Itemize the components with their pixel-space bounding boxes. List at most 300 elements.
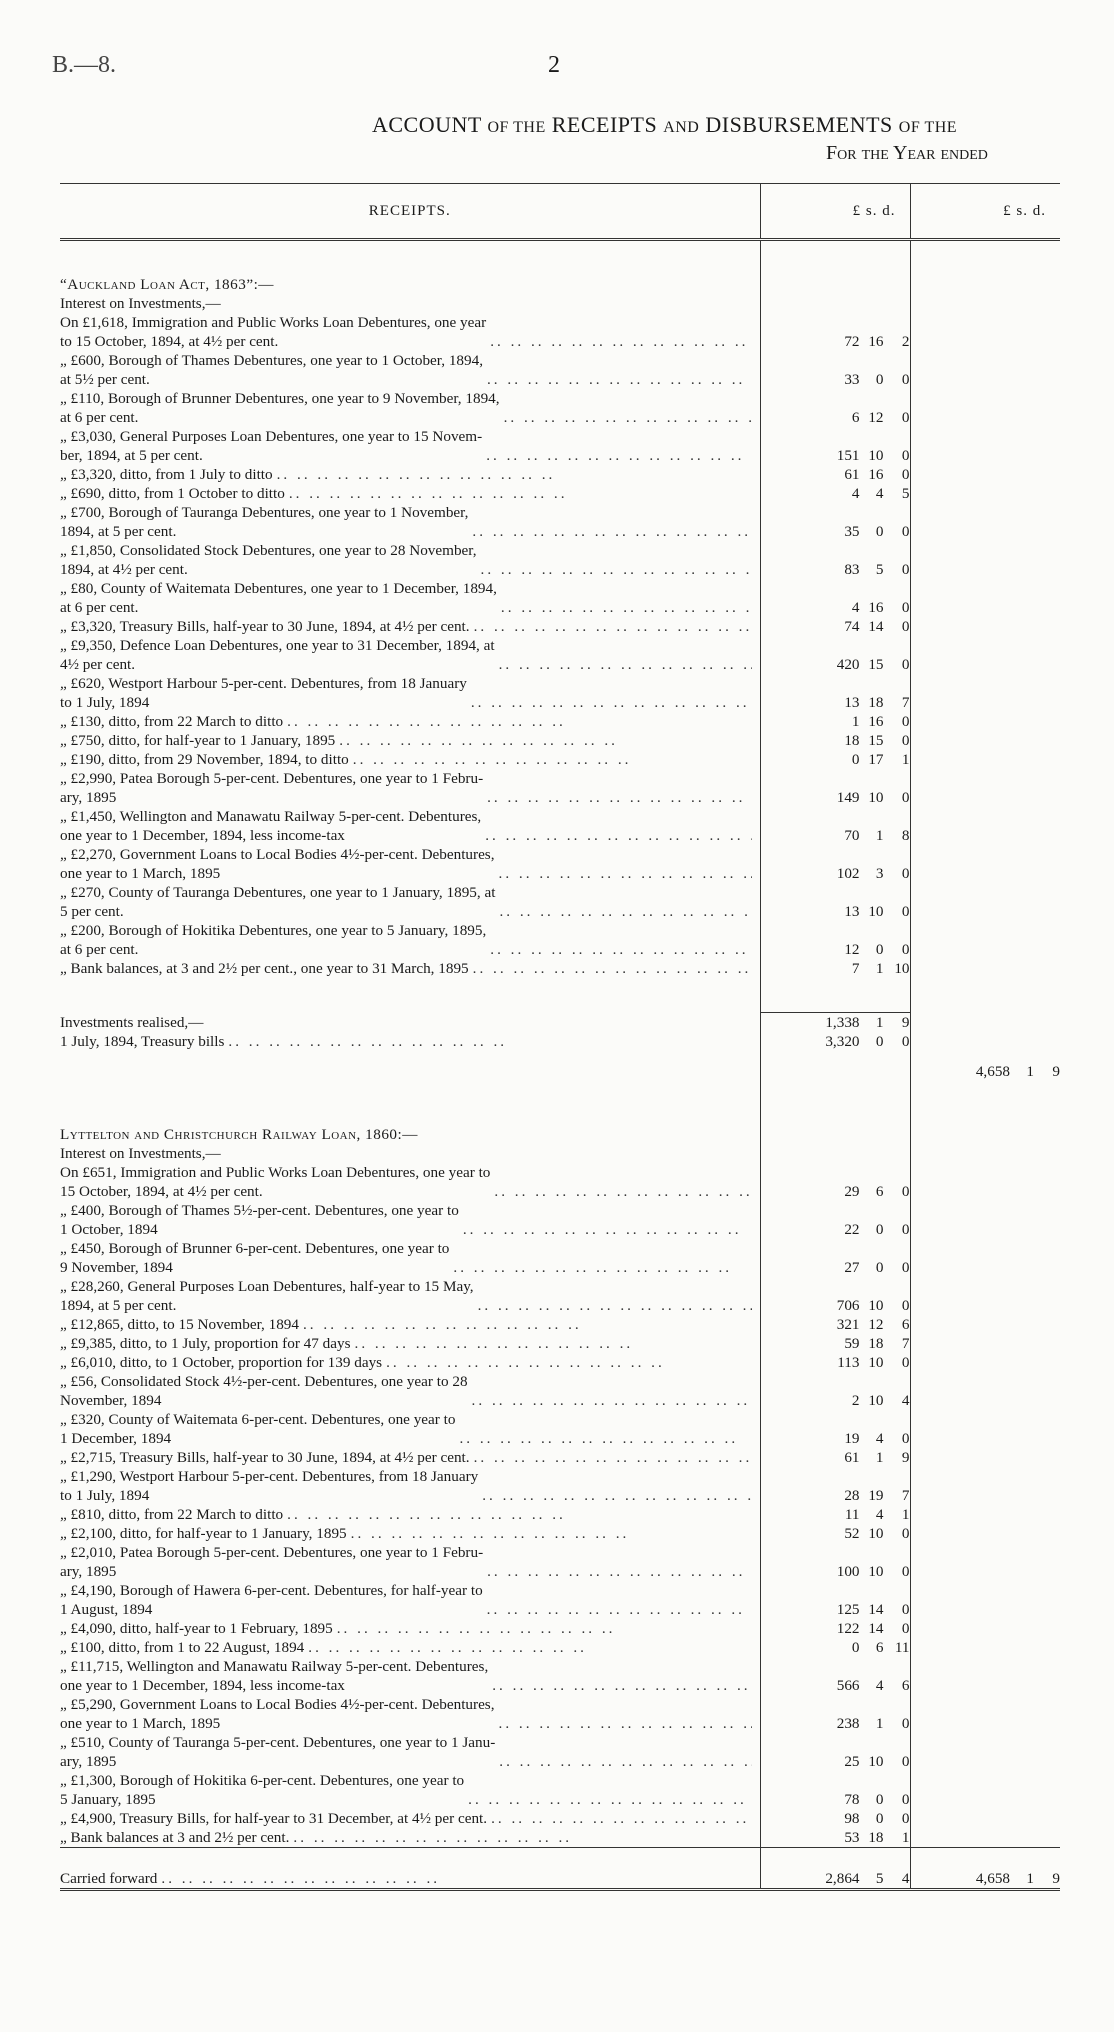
amount-shillings: 0 (875, 1810, 884, 1827)
item-text: „ £620, Westport Harbour 5-per-cent. Debentures, from 18 January to 1 July, 1894 (60, 675, 467, 711)
amount-shillings: 0 (875, 1221, 884, 1238)
amount-pounds: 100 (836, 1563, 860, 1580)
amount-pence: 9 (901, 1014, 910, 1031)
amount-shillings: 14 (868, 1601, 884, 1618)
dot-leader (478, 1296, 752, 1315)
item-description (60, 1771, 760, 1809)
amount-shillings: 16 (868, 713, 884, 730)
item-description (60, 1372, 760, 1410)
dot-leader (351, 1524, 752, 1543)
item-text: „ £28,260, General Purposes Loan Debentures, half-year to 15 May, 1894, at 5 per cent. (60, 1278, 474, 1314)
item-amount (760, 427, 910, 465)
dot-leader (499, 655, 752, 674)
dot-leader (499, 1752, 751, 1771)
amount-shillings: 15 (868, 656, 884, 673)
item-text: „ £2,990, Patea Borough 5-per-cent. Debentures, one year to 1 Febru- ary, 1895 (60, 770, 484, 806)
dot-leader (490, 940, 751, 959)
list-item (60, 1353, 1060, 1372)
item-description (60, 1334, 760, 1353)
list-item (60, 351, 1060, 389)
item-description (60, 674, 760, 712)
dot-leader (499, 902, 751, 921)
amount-shillings: 18 (868, 1829, 884, 1846)
item-description (60, 883, 760, 921)
col-money-2-header: £ s. d. (910, 184, 1060, 240)
amount-pounds: 102 (836, 865, 860, 882)
item-text: „ £3,030, General Purposes Loan Debentures, one year to 15 Novem- ber, 1894, at 5 per cent. (60, 428, 483, 464)
list-item (60, 1581, 1060, 1619)
amount-pounds: 35 (844, 523, 860, 540)
amount-pence: 0 (901, 1791, 910, 1808)
document-reference: B.—8. (52, 52, 117, 78)
item-text: „ £3,320, ditto, from 1 July to ditto (60, 466, 273, 483)
item-amount (760, 750, 910, 769)
item-text: „ £100, ditto, from 1 to 22 August, 1894 (60, 1639, 305, 1656)
amount-shillings: 0 (875, 1259, 884, 1276)
amount-pounds: 1 (851, 713, 860, 730)
item-description (60, 1638, 760, 1657)
amount-pounds: 13 (844, 903, 860, 920)
item-amount (760, 313, 910, 351)
amount-pounds: 78 (844, 1791, 860, 1808)
amount-shillings: 19 (868, 1487, 884, 1504)
amount-shillings: 10 (868, 903, 884, 920)
list-item (60, 1163, 1060, 1201)
amount-pounds: 149 (836, 789, 860, 806)
item-text: „ £4,090, ditto, half-year to 1 February, 1895 (60, 1620, 333, 1637)
item-text: „ £190, ditto, from 29 November, 1894, to ditto (60, 751, 349, 768)
subheading-row (60, 294, 1060, 313)
amount-pounds: 11 (844, 1506, 860, 1523)
amount-pounds: 122 (836, 1620, 860, 1637)
amount-pence: 0 (901, 561, 910, 578)
amount-pence: 6 (901, 1677, 910, 1694)
list-item (60, 1201, 1060, 1239)
amount-shillings: 3 (875, 865, 884, 882)
amount-pence: 9 (901, 1449, 910, 1466)
amount-shillings: 0 (875, 371, 884, 388)
amount-pounds: 6 (851, 409, 860, 426)
amount-pounds: 706 (836, 1297, 860, 1314)
amount-shillings: 1 (1026, 1063, 1034, 1080)
item-description (60, 389, 760, 427)
dot-leader (482, 1486, 751, 1505)
amount-pence: 0 (901, 1601, 910, 1618)
list-item (60, 712, 1060, 731)
amount-pounds: 4,658 (975, 1063, 1010, 1080)
dot-leader (474, 617, 752, 636)
item-description (60, 769, 760, 807)
item-text: „ £690, ditto, from 1 October to ditto (60, 485, 285, 502)
amount-shillings: 10 (868, 789, 884, 806)
item-amount (760, 1353, 910, 1372)
list-item (60, 731, 1060, 750)
item-description (60, 1809, 760, 1828)
item-text: „ Bank balances at 3 and 2½ per cent. (60, 1829, 290, 1846)
amount-pence: 0 (901, 371, 910, 388)
subtotal-row (60, 1013, 1060, 1033)
amount-pence: 0 (901, 1297, 910, 1314)
list-item (60, 959, 1060, 978)
list-item (60, 1334, 1060, 1353)
item-description (60, 636, 760, 674)
amount-shillings: 16 (868, 333, 884, 350)
list-item (60, 769, 1060, 807)
item-amount (760, 1695, 910, 1733)
dot-leader (287, 712, 751, 731)
section-heading-row (60, 275, 1060, 294)
item-description (60, 1543, 760, 1581)
item-amount (760, 1334, 910, 1353)
list-item (60, 1505, 1060, 1524)
amount-shillings: 10 (868, 1297, 884, 1314)
item-amount (760, 1619, 910, 1638)
list-item (60, 541, 1060, 579)
dot-leader (481, 560, 752, 579)
amount-pounds: 18 (844, 732, 860, 749)
item-description (60, 617, 760, 636)
amount-shillings: 0 (875, 1791, 884, 1808)
amount-pence: 4 (901, 1392, 910, 1409)
item-description (60, 731, 760, 750)
dot-leader (339, 731, 751, 750)
item-amount (760, 1372, 910, 1410)
item-amount (760, 731, 910, 750)
title-word-receipts: RECEIPTS (551, 112, 658, 137)
amount-pence: 9 (1052, 1870, 1060, 1887)
amount-pence: 5 (901, 485, 910, 502)
item-description (60, 1201, 760, 1239)
amount-pounds: 113 (837, 1354, 860, 1371)
amount-pounds: 22 (844, 1221, 860, 1238)
title-word-disbursements: DISBURSEMENTS (705, 112, 893, 137)
item-description (60, 1032, 760, 1051)
list-item (60, 465, 1060, 484)
item-text: Carried forward (60, 1870, 158, 1887)
amount-pence: 0 (901, 1430, 910, 1447)
col-receipts-header: RECEIPTS. (60, 184, 760, 240)
amount-shillings: 5 (875, 561, 884, 578)
spacer-row (60, 240, 1060, 276)
item-text: „ £9,385, ditto, to 1 July, proportion for 47 days (60, 1335, 351, 1352)
amount-pounds: 27 (844, 1259, 860, 1276)
amount-pence: 7 (901, 1335, 910, 1352)
list-item (60, 1448, 1060, 1467)
amount-pounds: 0 (851, 1639, 860, 1656)
amount-pounds: 566 (836, 1677, 860, 1694)
item-text: „ £510, County of Tauranga 5-per-cent. Debentures, one year to 1 Janu- ary, 1895 (60, 1734, 496, 1770)
amount-shillings: 1 (875, 1715, 884, 1732)
amount-pounds: 1,338 (825, 1014, 860, 1031)
item-amount (760, 1524, 910, 1543)
amount-pence: 0 (901, 466, 910, 483)
amount-pounds: 53 (844, 1829, 860, 1846)
dot-leader (491, 1809, 751, 1828)
dot-leader (487, 370, 752, 389)
dot-leader (161, 1869, 751, 1888)
list-item (60, 1410, 1060, 1448)
amount-shillings: 1 (875, 1014, 884, 1031)
item-description (60, 959, 760, 978)
item-description (60, 1448, 760, 1467)
item-description (60, 712, 760, 731)
item-description (60, 1619, 760, 1638)
item-text: „ £200, Borough of Hokitika Debentures, one year to 5 January, 1895, at 6 per cent. (60, 922, 487, 958)
item-text: „ £1,850, Consolidated Stock Debentures, one year to 28 November, 1894, at 4½ per cent. (60, 542, 477, 578)
realised-amount (760, 1032, 910, 1051)
amount-pounds: 4 (851, 599, 860, 616)
item-amount (760, 1163, 910, 1201)
dot-leader (501, 598, 752, 617)
amount-pence: 0 (901, 1183, 910, 1200)
amount-pence: 0 (901, 903, 910, 920)
amount-pence: 0 (901, 656, 910, 673)
item-description (60, 1163, 760, 1201)
amount-pounds: 2 (851, 1392, 860, 1409)
spacer-row (60, 1081, 1060, 1125)
amount-shillings: 1 (875, 1449, 884, 1466)
amount-pence: 0 (901, 1033, 910, 1050)
amount-shillings: 10 (868, 1753, 884, 1770)
dot-leader (353, 750, 752, 769)
title-word-of-the: OF THE (487, 119, 546, 136)
item-description (60, 1410, 760, 1448)
item-amount (760, 1277, 910, 1315)
amount-pence: 0 (901, 409, 910, 426)
dot-leader (303, 1315, 752, 1334)
spacer-row (60, 978, 1060, 1013)
amount-pence: 0 (901, 1525, 910, 1542)
amount-shillings: 18 (868, 694, 884, 711)
item-text: „ £6,010, ditto, to 1 October, proportion for 139 days (60, 1354, 383, 1371)
carried-forward-row (60, 1848, 1060, 1890)
dot-leader (499, 864, 752, 883)
item-amount (760, 769, 910, 807)
item-text: „ £56, Consolidated Stock 4½-per-cent. Debentures, one year to 28 November, 1894 (60, 1373, 468, 1409)
subheading-row (60, 1144, 1060, 1163)
amount-shillings: 15 (868, 732, 884, 749)
amount-pounds: 3,320 (825, 1033, 860, 1050)
item-amount (760, 579, 910, 617)
dot-leader (487, 1562, 751, 1581)
list-item (60, 1733, 1060, 1771)
amount-pence: 7 (901, 1487, 910, 1504)
amount-pounds: 4 (851, 485, 860, 502)
amount-shillings: 14 (868, 1620, 884, 1637)
item-amount (760, 1239, 910, 1277)
item-description (60, 313, 760, 351)
item-text: 1 July, 1894, Treasury bills (60, 1033, 225, 1050)
item-description (60, 484, 760, 503)
amount-pence: 0 (901, 447, 910, 464)
item-amount (760, 617, 910, 636)
amount-pence: 0 (901, 732, 910, 749)
list-item (60, 313, 1060, 351)
item-description (60, 1524, 760, 1543)
amount-shillings: 0 (875, 523, 884, 540)
amount-pounds: 19 (844, 1430, 860, 1447)
item-amount (760, 1733, 910, 1771)
list-item (60, 1619, 1060, 1638)
amount-shillings: 16 (868, 599, 884, 616)
list-item (60, 1315, 1060, 1334)
item-amount (760, 1581, 910, 1619)
item-text: „ £400, Borough of Thames 5½-per-cent. Debentures, one year to 1 October, 1894 (60, 1202, 459, 1238)
item-text: „ £810, ditto, from 22 March to ditto (60, 1506, 284, 1523)
title-word-and: AND (663, 119, 700, 136)
item-amount (760, 1505, 910, 1524)
list-item (60, 674, 1060, 712)
col-money-1-header: £ s. d. (760, 184, 910, 240)
list-item (60, 1657, 1060, 1695)
item-text: „ £9,350, Defence Loan Debentures, one year to 31 December, 1894, at 4½ per cent. (60, 637, 495, 673)
amount-pounds: 98 (844, 1810, 860, 1827)
amount-shillings: 12 (868, 409, 884, 426)
amount-pence: 0 (901, 1810, 910, 1827)
item-text: „ £4,900, Treasury Bills, for half-year to 31 December, at 4½ per cent. (60, 1810, 488, 1827)
item-amount (760, 712, 910, 731)
item-text: „ £2,715, Treasury Bills, half-year to 30 June, 1894, at 4½ per cent. (60, 1449, 470, 1466)
section-total-row (60, 1051, 1060, 1081)
item-description (60, 921, 760, 959)
item-description (60, 750, 760, 769)
item-amount (760, 484, 910, 503)
item-text: „ £2,010, Patea Borough 5-per-cent. Debentures, one year to 1 Febru- ary, 1895 (60, 1544, 484, 1580)
amount-pounds: 25 (844, 1753, 860, 1770)
amount-pence: 10 (894, 960, 910, 977)
item-amount (760, 1201, 910, 1239)
item-amount (760, 1467, 910, 1505)
item-description (60, 1848, 760, 1890)
amount-pounds: 2,864 (825, 1870, 860, 1887)
amount-shillings: 1 (1026, 1870, 1034, 1887)
item-text: „ £750, ditto, for half-year to 1 January, 1895 (60, 732, 336, 749)
amount-shillings: 6 (875, 1639, 884, 1656)
table-body (60, 240, 1060, 1890)
list-item (60, 1032, 1060, 1051)
amount-shillings: 0 (875, 941, 884, 958)
interest-subtotal (760, 1013, 910, 1033)
amount-pounds: 151 (836, 447, 860, 464)
amount-pounds: 61 (844, 466, 860, 483)
list-item (60, 1695, 1060, 1733)
item-text: „ £1,450, Wellington and Manawatu Railway 5-per-cent. Debentures, one year to 1 December, 1894, less income-tax (60, 808, 482, 844)
amount-pence: 4 (901, 1870, 910, 1887)
item-description (60, 427, 760, 465)
item-description (60, 1239, 760, 1277)
carried-forward-amount-1 (760, 1848, 910, 1890)
item-text: „ £1,300, Borough of Hokitika 6-per-cent. Debentures, one year to 5 January, 1895 (60, 1772, 465, 1808)
list-item (60, 1543, 1060, 1581)
amount-pence: 0 (901, 1563, 910, 1580)
amount-shillings: 10 (868, 1525, 884, 1542)
item-text: „ £450, Borough of Brunner 6-per-cent. Debentures, one year to 9 November, 1894 (60, 1240, 450, 1276)
amount-pence: 0 (901, 865, 910, 882)
list-item (60, 484, 1060, 503)
amount-pence: 0 (901, 1620, 910, 1637)
item-amount (760, 959, 910, 978)
item-amount (760, 351, 910, 389)
dot-leader (474, 1448, 752, 1467)
dot-leader (337, 1619, 752, 1638)
dot-leader (490, 332, 751, 351)
amount-pounds: 238 (836, 1715, 860, 1732)
dot-leader (486, 446, 751, 465)
amount-pence: 0 (901, 1259, 910, 1276)
amount-pounds: 13 (844, 694, 860, 711)
list-item (60, 617, 1060, 636)
section-heading-row (60, 1125, 1060, 1144)
item-amount (760, 1448, 910, 1467)
item-amount (760, 541, 910, 579)
item-text: „ £3,320, Treasury Bills, half-year to 30 June, 1894, at 4½ per cent. (60, 618, 470, 635)
amount-pounds: 12 (844, 941, 860, 958)
auckland-interest-heading: Interest on Investments,— (60, 295, 221, 312)
amount-pence: 1 (901, 1829, 910, 1846)
amount-shillings: 10 (868, 1563, 884, 1580)
amount-pounds: 52 (844, 1525, 860, 1542)
item-text: „ £4,190, Borough of Hawera 6-per-cent. Debentures, for half-year to 1 August, 1894 (60, 1582, 483, 1618)
item-description (60, 351, 760, 389)
amount-shillings: 14 (868, 618, 884, 635)
amount-pence: 0 (901, 1354, 910, 1371)
list-item (60, 1771, 1060, 1809)
amount-pounds: 70 (844, 827, 860, 844)
amount-shillings: 18 (868, 1335, 884, 1352)
amount-shillings: 0 (875, 1033, 884, 1050)
item-description (60, 1695, 760, 1733)
amount-pounds: 72 (844, 333, 860, 350)
amount-pence: 0 (901, 789, 910, 806)
dot-leader (499, 1714, 752, 1733)
dot-leader (289, 484, 752, 503)
item-description (60, 1277, 760, 1315)
list-item (60, 883, 1060, 921)
item-text: „ £320, County of Waitemata 6-per-cent. Debentures, one year to 1 December, 1894 (60, 1411, 456, 1447)
amount-pounds: 125 (836, 1601, 860, 1618)
dot-leader (471, 693, 752, 712)
lyttelton-interest-heading: Interest on Investments,— (60, 1145, 221, 1162)
item-amount (760, 1828, 910, 1848)
item-amount (760, 845, 910, 883)
dot-leader (355, 1334, 752, 1353)
table-header-row (60, 184, 1060, 240)
list-item (60, 1467, 1060, 1505)
list-item (60, 1239, 1060, 1277)
dot-leader (492, 1676, 751, 1695)
item-amount (760, 1410, 910, 1448)
page-subtitle: For the Year ended (826, 142, 988, 164)
list-item (60, 750, 1060, 769)
amount-pounds: 0 (851, 751, 860, 768)
list-item (60, 1828, 1060, 1848)
dot-leader (487, 788, 751, 807)
amount-pence: 9 (1052, 1063, 1060, 1080)
item-description (60, 1657, 760, 1695)
item-text: On £651, Immigration and Public Works Loan Debentures, one year to 15 October, 1894, at 4½ per cent. (60, 1164, 491, 1200)
item-amount (760, 883, 910, 921)
list-item (60, 807, 1060, 845)
amount-shillings: 12 (868, 1316, 884, 1333)
amount-pounds: 321 (836, 1316, 860, 1333)
item-text: „ £110, Borough of Brunner Debentures, one year to 9 November, 1894, at 6 per cent. (60, 390, 500, 426)
amount-shillings: 1 (875, 960, 884, 977)
amount-pence: 1 (901, 751, 910, 768)
item-amount (760, 503, 910, 541)
amount-pounds: 7 (851, 960, 860, 977)
amount-pence: 8 (901, 827, 910, 844)
item-description (60, 1581, 760, 1619)
